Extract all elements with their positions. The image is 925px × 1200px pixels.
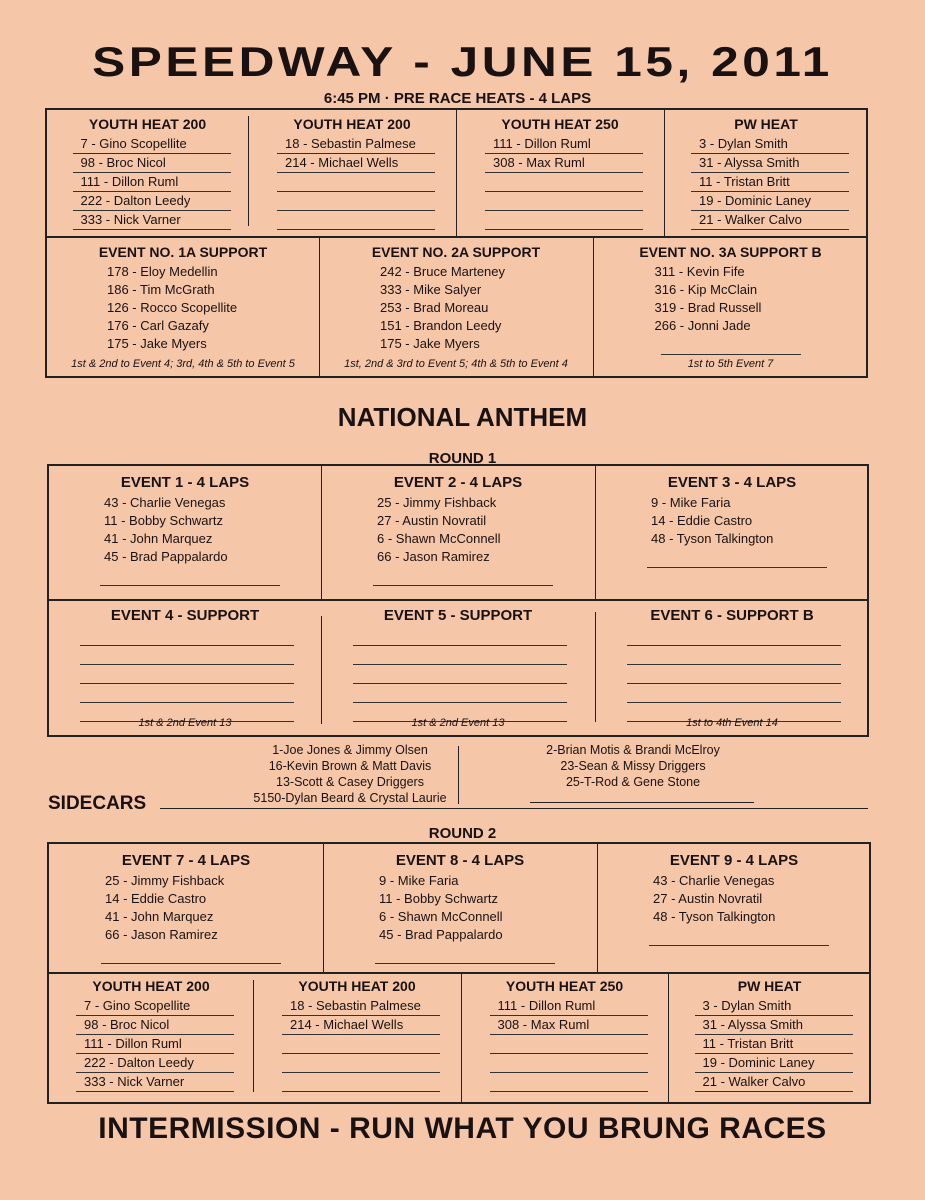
entry-row: 43 - Charlie Venegas: [104, 495, 226, 510]
entry-row: 43 - Charlie Venegas: [653, 873, 775, 888]
event-title: YOUTH HEAT 250: [505, 978, 624, 994]
entry-row: 333 - Nick Varner: [76, 1073, 234, 1092]
blank-entry-line[interactable]: [353, 627, 567, 646]
blank-entry-line[interactable]: [490, 1035, 648, 1054]
entry-row: 98 - Broc Nicol: [73, 154, 231, 173]
heat-cell: [49, 972, 253, 1104]
event-title: PW HEAT: [737, 978, 802, 994]
round-1-grid: [47, 464, 869, 737]
blank-entry-line[interactable]: [282, 1054, 440, 1073]
sidecar-team: 23-Sean & Missy Driggers: [560, 759, 706, 773]
event-title: EVENT 6 - SUPPORT B: [650, 607, 814, 624]
entry-row: 242 - Bruce Marteney: [380, 264, 506, 279]
entry-row: 7 - Gino Scopellite: [76, 997, 234, 1016]
blank-entry-line[interactable]: [485, 192, 643, 211]
advance-note: 1st to 4th Event 14: [686, 717, 778, 729]
blank-entry-line[interactable]: [80, 627, 294, 646]
heat-cell: [248, 110, 456, 236]
entry-row: 308 - Max Ruml: [485, 154, 643, 173]
entry-row: 175 - Jake Myers: [380, 336, 480, 351]
blank-entry-line[interactable]: [485, 211, 643, 230]
entry-row: 214 - Michael Wells: [277, 154, 435, 173]
entry-row: 14 - Eddie Castro: [105, 891, 207, 906]
advance-note: 1st & 2nd Event 13: [138, 717, 232, 729]
entry-row: 11 - Tristan Britt: [691, 173, 849, 192]
sidecar-team: 16-Kevin Brown & Matt Davis: [268, 759, 432, 773]
blank-entry-line[interactable]: [661, 337, 801, 355]
entry-row: 19 - Dominic Laney: [691, 192, 849, 211]
page-title: SPEEDWAY - JUNE 15, 2011: [92, 38, 833, 85]
event-title: EVENT 2 - 4 LAPS: [393, 474, 523, 491]
entry-row: 266 - Jonni Jade: [654, 318, 751, 333]
entry-row: 6 - Shawn McConnell: [379, 909, 503, 924]
entry-row: 178 - Eloy Medellin: [107, 264, 218, 279]
entry-row: 25 - Jimmy Fishback: [377, 495, 497, 510]
event-cell: [49, 466, 321, 599]
entry-row: 222 - Dalton Leedy: [76, 1054, 234, 1073]
sidecars-right-list: [528, 742, 738, 790]
event-title: EVENT NO. 1A SUPPORT: [98, 244, 268, 260]
entry-row: 311 - Kevin Fife: [654, 264, 745, 279]
event-cell: [49, 844, 323, 972]
event-cell: [323, 844, 597, 972]
advance-note: 1st to 5th Event 7: [687, 358, 774, 370]
event-title: PW HEAT: [734, 116, 798, 132]
entry-row: 308 - Max Ruml: [490, 1016, 648, 1035]
entry-row: 126 - Rocco Scopellite: [107, 300, 238, 315]
blank-entry-line[interactable]: [627, 684, 841, 703]
event-title: EVENT NO. 2A SUPPORT: [371, 244, 541, 260]
event-title: EVENT 7 - 4 LAPS: [121, 852, 251, 869]
entry-row: 66 - Jason Ramirez: [105, 927, 218, 942]
blank-entry-line[interactable]: [353, 684, 567, 703]
sidecar-team: 2-Brian Motis & Brandi McElroy: [546, 743, 720, 757]
blank-entry-line[interactable]: [282, 1073, 440, 1092]
entry-row: 66 - Jason Ramirez: [377, 549, 490, 564]
blank-entry-line[interactable]: [353, 646, 567, 665]
event-title: EVENT NO. 3A SUPPORT B: [639, 244, 822, 260]
entry-row: 31 - Alyssa Smith: [691, 154, 849, 173]
entry-row: 31 - Alyssa Smith: [695, 1016, 853, 1035]
blank-entry-line[interactable]: [100, 568, 280, 586]
event-cell: [321, 466, 595, 599]
sidecars-left-list: [250, 742, 450, 806]
blank-entry-line[interactable]: [627, 627, 841, 646]
heat-cell: [461, 972, 668, 1104]
entry-row: 41 - John Marquez: [104, 531, 213, 546]
blank-entry-line[interactable]: [627, 646, 841, 665]
footer-banner: INTERMISSION - RUN WHAT YOU BRUNG RACES: [98, 1112, 827, 1145]
entry-row: 253 - Brad Moreau: [380, 300, 489, 315]
entry-row: 11 - Bobby Schwartz: [379, 891, 498, 906]
entry-row: 18 - Sebastin Palmese: [277, 135, 435, 154]
blank-entry-line[interactable]: [277, 192, 435, 211]
event-title: YOUTH HEAT 200: [293, 116, 411, 132]
heat-cell: [668, 972, 871, 1104]
event-title: YOUTH HEAT 200: [298, 978, 416, 994]
support-cell: [593, 236, 868, 378]
entry-row: 9 - Mike Faria: [651, 495, 731, 510]
entry-row: 175 - Jake Myers: [107, 336, 207, 351]
entry-row: 333 - Nick Varner: [73, 211, 231, 230]
blank-entry-line[interactable]: [627, 665, 841, 684]
entry-row: 11 - Bobby Schwartz: [104, 513, 223, 528]
blank-entry-line[interactable]: [375, 946, 555, 964]
sidecar-team: 13-Scott & Casey Driggers: [276, 775, 424, 789]
blank-entry-line[interactable]: [490, 1054, 648, 1073]
sidecar-team: 25-T-Rod & Gene Stone: [565, 775, 701, 789]
blank-entry-line[interactable]: [80, 665, 294, 684]
advance-note: 1st & 2nd to Event 4; 3rd, 4th & 5th to Event 5: [71, 358, 295, 370]
blank-entry-line[interactable]: [282, 1035, 440, 1054]
sidecar-team: 5150-Dylan Beard & Crystal Laurie: [253, 791, 447, 805]
pre-race-heats-grid: [45, 108, 868, 378]
entry-row: 111 - Dillon Ruml: [485, 135, 643, 154]
event-title: EVENT 1 - 4 LAPS: [120, 474, 250, 491]
event-title: YOUTH HEAT 250: [501, 116, 619, 132]
entry-row: 214 - Michael Wells: [282, 1016, 440, 1035]
support-cell: [47, 236, 319, 378]
heat-cell: [253, 972, 461, 1104]
round-2-label: ROUND 2: [428, 825, 497, 842]
event-title: YOUTH HEAT 200: [92, 978, 210, 994]
entry-row: 48 - Tyson Talkington: [653, 909, 776, 924]
entry-row: 45 - Brad Pappalardo: [104, 549, 228, 564]
event-cell: [597, 844, 871, 972]
entry-row: 319 - Brad Russell: [654, 300, 762, 315]
entry-row: 3 - Dylan Smith: [695, 997, 853, 1016]
support-cell: [49, 599, 321, 737]
blank-entry-line[interactable]: [373, 568, 553, 586]
entry-row: 9 - Mike Faria: [379, 873, 459, 888]
sidecar-team: 1-Joe Jones & Jimmy Olsen: [272, 743, 428, 757]
blank-entry-line[interactable]: [80, 684, 294, 703]
entry-row: 41 - John Marquez: [105, 909, 214, 924]
heat-cell: [456, 110, 664, 236]
entry-row: 98 - Broc Nicol: [76, 1016, 234, 1035]
entry-row: 21 - Walker Calvo: [695, 1073, 853, 1092]
event-title: EVENT 8 - 4 LAPS: [395, 852, 525, 869]
entry-row: 18 - Sebastin Palmese: [282, 997, 440, 1016]
entry-row: 11 - Tristan Britt: [695, 1035, 853, 1054]
advance-note: 1st & 2nd Event 13: [411, 717, 505, 729]
event-title: EVENT 9 - 4 LAPS: [669, 852, 799, 869]
entry-row: 27 - Austin Novratil: [653, 891, 763, 906]
entry-row: 6 - Shawn McConnell: [377, 531, 501, 546]
event-title: YOUTH HEAT 200: [88, 116, 207, 132]
entry-row: 7 - Gino Scopellite: [73, 135, 231, 154]
entry-row: 176 - Carl Gazafy: [107, 318, 209, 333]
entry-row: 111 - Dillon Ruml: [490, 997, 648, 1016]
entry-row: 48 - Tyson Talkington: [651, 531, 774, 546]
entry-row: 3 - Dylan Smith: [691, 135, 849, 154]
entry-row: 21 - Walker Calvo: [691, 211, 849, 230]
page-subtitle: 6:45 PM · PRE RACE HEATS - 4 LAPS: [323, 90, 592, 107]
blank-entry-line[interactable]: [490, 1073, 648, 1092]
entry-row: 19 - Dominic Laney: [695, 1054, 853, 1073]
entry-row: 222 - Dalton Leedy: [73, 192, 231, 211]
round-2-grid: [47, 842, 871, 1104]
event-title: EVENT 5 - SUPPORT: [383, 607, 533, 624]
round-1-label: ROUND 1: [428, 450, 497, 467]
entry-row: 333 - Mike Salyer: [380, 282, 482, 297]
blank-entry-line[interactable]: [353, 665, 567, 684]
national-anthem: NATIONAL ANTHEM: [337, 402, 588, 432]
heat-cell: [47, 110, 248, 236]
support-cell: [319, 236, 593, 378]
heat-cell: [664, 110, 868, 236]
entry-row: 45 - Brad Pappalardo: [379, 927, 503, 942]
entry-row: 151 - Brandon Leedy: [380, 318, 502, 333]
entry-row: 14 - Eddie Castro: [651, 513, 753, 528]
blank-entry-line[interactable]: [647, 550, 827, 568]
blank-entry-line[interactable]: [277, 211, 435, 230]
entry-row: 27 - Austin Novratil: [377, 513, 487, 528]
support-cell: [321, 599, 595, 737]
sidecars-label: SIDECARS: [48, 793, 147, 814]
entry-row: 111 - Dillon Ruml: [73, 173, 231, 192]
blank-entry-line[interactable]: [101, 946, 281, 964]
entry-row: 186 - Tim McGrath: [107, 282, 215, 297]
blank-entry-line[interactable]: [485, 173, 643, 192]
advance-note: 1st, 2nd & 3rd to Event 5; 4th & 5th to Event 4: [344, 358, 568, 370]
blank-entry-line[interactable]: [649, 928, 829, 946]
entry-row: 111 - Dillon Ruml: [76, 1035, 234, 1054]
blank-entry-line[interactable]: [277, 173, 435, 192]
event-title: EVENT 4 - SUPPORT: [110, 607, 260, 624]
blank-entry-line[interactable]: [80, 646, 294, 665]
entry-row: 316 - Kip McClain: [654, 282, 758, 297]
support-cell: [595, 599, 869, 737]
entry-row: 25 - Jimmy Fishback: [105, 873, 225, 888]
event-title: EVENT 3 - 4 LAPS: [667, 474, 797, 491]
event-cell: [595, 466, 869, 599]
